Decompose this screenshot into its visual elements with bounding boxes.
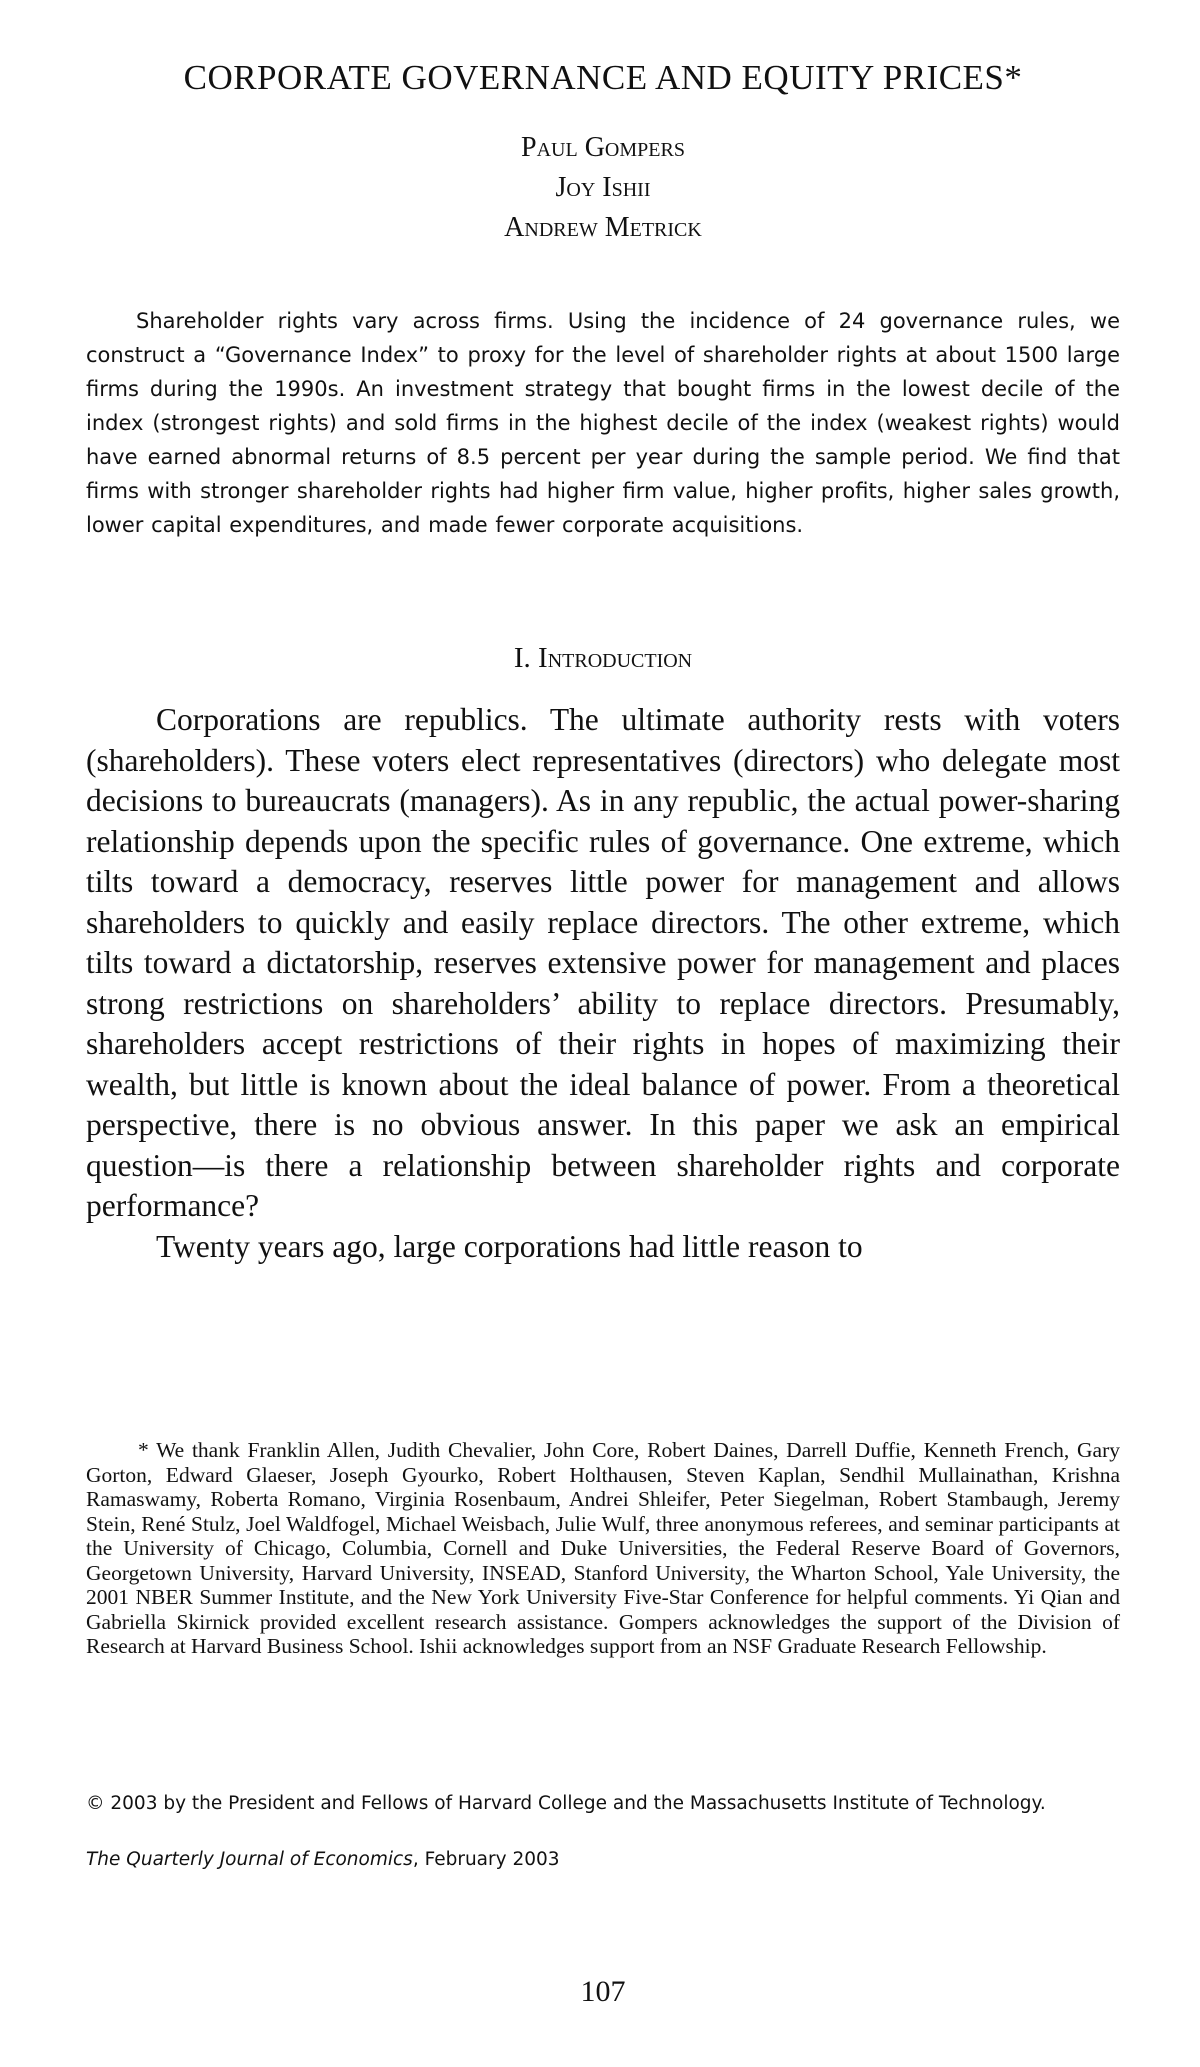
author-name: Joy Ishii (555, 172, 651, 203)
journal-name: The Quarterly Journal of Economics (86, 1849, 413, 1870)
body-paragraph: Corporations are republics. The ultimate authority rests with voters (shareholders). These voters elect representatives (directors) who delegate most decisions to bureaucrats (managers). As in any republic, the actual power-sharing relationship depends upon the specific rules of governance. One extreme, which tilts toward a democracy, reserves little power for management and allows shareholders to quickly and easily replace directors. The other extreme, which tilts toward a dictatorship, reserves extensive power for management and places strong restrictions on shareholders’ ability to replace directors. Presumably, shareholders accept restrictions of their rights in hopes of maximizing their wealth, but little is known about the ideal balance of power. From a theoretical perspective, there is no obvious answer. In this paper we ask an empirical question—is there a relationship between shareholder rights and corporate performance? (86, 702, 1120, 1223)
author-name: Paul Gompers (521, 132, 685, 163)
page-number: 107 (580, 1975, 626, 2008)
journal-citation (86, 1846, 1120, 1874)
author-list (86, 128, 1120, 248)
author-name: Andrew Metrick (504, 212, 702, 243)
paper-title: CORPORATE GOVERNANCE AND EQUITY PRICES* (183, 58, 1023, 97)
body-text (86, 700, 1120, 1267)
copyright-notice: © 2003 by the President and Fellows of Harvard College and the Massachusetts Institute of Technology. (86, 1793, 1046, 1814)
body-paragraph: Twenty years ago, large corporations had little reason to (156, 1228, 863, 1264)
journal-date: , February 2003 (412, 1849, 560, 1870)
section-heading: I. Introduction (513, 642, 693, 674)
abstract: Shareholder rights vary across firms. Using the incidence of 24 governance rules, we construct a “Governance Index” to proxy for the level of shareholder rights at about 1500 large firms during the 1990s. An investment strategy that bought firms in the lowest decile of the index (strongest rights) and sold firms in the highest decile of the index (weakest rights) would have earned abnormal returns of 8.5 percent per year during the sample period. We find that firms with stronger shareholder rights had higher firm value, higher profits, higher sales growth, lower capital expenditures, and made fewer corporate acquisitions. (86, 309, 1120, 537)
acknowledgment-footnote: * We thank Franklin Allen, Judith Chevalier, John Core, Robert Daines, Darrell Duffie, Kenneth French, Gary Gorton, Edward Glaeser, Joseph Gyourko, Robert Holthausen, Steven Kaplan, Sendhil Mullainathan, Krishna Ramaswamy, Roberta Romano, Virginia Rosenbaum, Andrei Shleifer, Peter Siegelman, Robert Stambaugh, Jeremy Stein, René Stulz, Joel Waldfogel, Michael Weisbach, Julie Wulf, three anonymous referees, and seminar participants at the University of Chicago, Columbia, Cornell and Duke Universities, the Federal Reserve Board of Governors, Georgetown University, Harvard University, INSEAD, Stanford University, the Wharton School, Yale University, the 2001 NBER Summer Institute, and the New York University Five-Star Conference for helpful comments. Yi Qian and Gabriella Skirnick provided excellent research assistance. Gompers acknowledges the support of the Division of Research at Harvard Business School. Ishii acknowledges support from an NSF Graduate Research Fellowship. (86, 1438, 1120, 1658)
